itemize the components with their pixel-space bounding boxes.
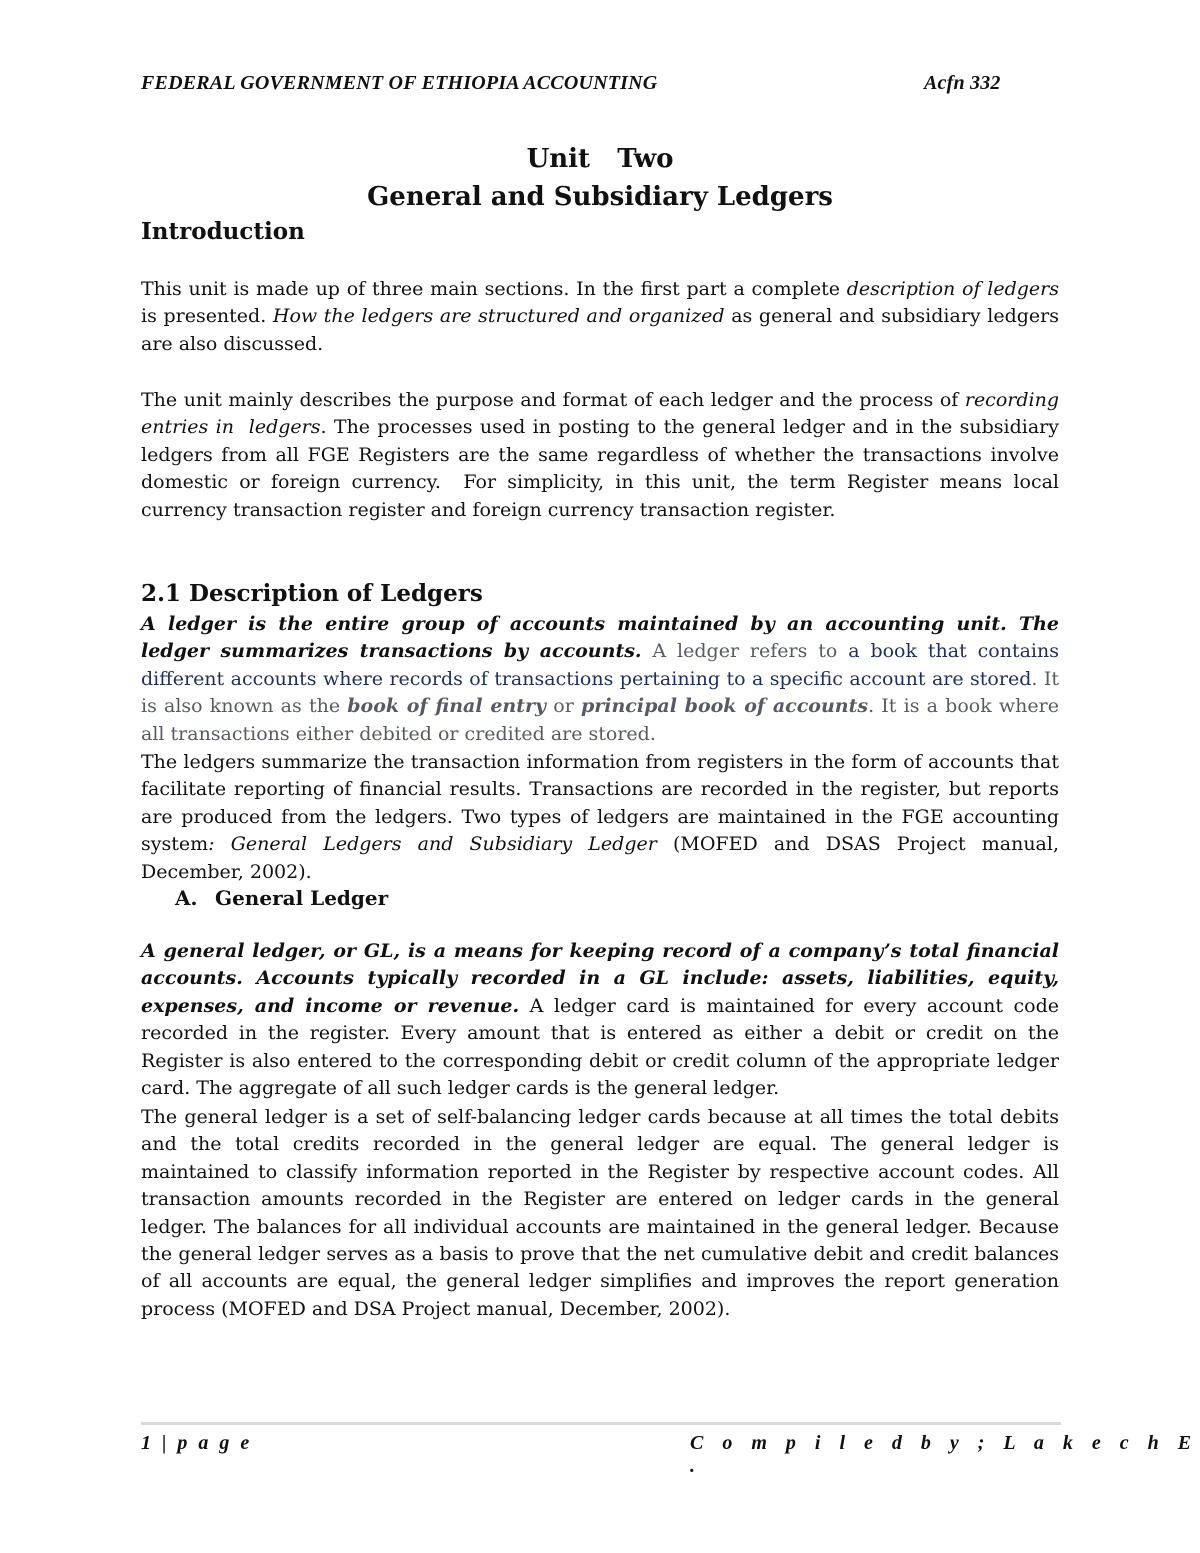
running-header-title: FEDERAL GOVERNMENT OF ETHIOPIA ACCOUNTING	[141, 72, 658, 94]
section-heading-2-1: 2.1 Description of Ledgers	[141, 580, 483, 607]
italic-text-run: : General Ledgers and Subsidiary Ledger	[208, 833, 657, 856]
grey-text-run: or	[546, 695, 581, 718]
ledger-definition-paragraph	[141, 611, 1059, 748]
italic-text-run: recording entries in ledgers	[141, 389, 1066, 439]
page-number: 1 | p a g e	[141, 1432, 253, 1454]
bold-italic-text-run: A general ledger, or GL, is a means for keeping record of a company’s total financial accounts. Accounts typically recorded in a GL include: assets, liabilities, equity, expenses, and income or revenue.	[141, 940, 1059, 1017]
subheading-title: General Ledger	[215, 886, 389, 910]
unit-title: Unit Two	[526, 144, 674, 174]
italic-text-run: How the ledgers are structured and organized	[272, 305, 725, 328]
compiled-by: C o m p i l e d b y ; L a k e c h E .	[690, 1432, 1199, 1477]
subheading-general-ledger	[175, 886, 388, 910]
intro-paragraph-2	[141, 387, 1066, 524]
text-run: . The processes used in posting to the general ledger and in the subsidiary ledgers from all FGE Registers are the same regardless of whether the transactions involve domestic or foreign currency. For simplicity, in this unit, the term Register means local currency transaction register and foreign currency transaction register.	[141, 416, 1066, 521]
text-run: as general and subsidiary ledgers are also discussed.	[141, 305, 1059, 355]
grey-text-run: . It is also known as the	[141, 667, 1059, 718]
bold-italic-text-run: A ledger is the entire group of accounts maintained by an accounting unit. The ledger summarizes transactions by accounts.	[141, 613, 1059, 663]
text-run: is presented.	[141, 305, 273, 328]
unit-subtitle: General and Subsidiary Ledgers	[367, 182, 833, 212]
text-run: This unit is made up of three main sections. In the first part a complete	[141, 278, 847, 300]
grey-bold-italic-text-run: principal book of accounts	[580, 695, 869, 718]
grey-bold-italic-text-run: book of final entry	[347, 695, 547, 718]
grey-text-run: . It is a book where all transactions either debited or credited are stored.	[141, 695, 1059, 745]
introduction-heading: Introduction	[141, 218, 305, 245]
grey-text-run: A ledger refers to	[641, 640, 849, 663]
intro-paragraph-1	[141, 276, 1059, 358]
text-run: The unit mainly describes the purpose and format of each ledger and the process of	[141, 389, 965, 411]
ledger-types-paragraph	[141, 749, 1059, 886]
subheading-label: A.	[175, 886, 198, 910]
italic-text-run: description of ledgers	[846, 278, 1059, 300]
general-ledger-paragraph-1	[141, 938, 1059, 1102]
footer-divider	[141, 1422, 1061, 1425]
text-run: A ledger card is maintained for every account code recorded in the register. Every amount that is entered as either a debit or credit on the Register is also entered to the corresponding debit or credit column of the appropriate ledger card. The aggregate of all such ledger cards is the general ledger.	[141, 994, 1059, 1100]
general-ledger-paragraph-2: The general ledger is a set of self-balancing ledger cards because at all times the total debits and the total credits recorded in the general ledger are equal. The general ledger is maintained to classify information reported in the Register by respective account codes. All transaction amounts recorded in the Register are entered on ledger cards in the general ledger. The balances for all individual accounts are maintained in the general ledger. Because the general ledger serves as a basis to prove that the net cumulative debit and credit balances of all accounts are equal, the general ledger simplifies and improves the report generation process (MOFED and DSA Project manual, December, 2002).	[141, 1106, 1059, 1320]
blue-text-run: a book that contains different accounts where records of transactions pertaining to a specific account are stored	[141, 640, 1059, 690]
text-run: (MOFED and DSAS Project manual, December, 2002).	[141, 833, 1060, 883]
running-header-course-code: Acfn 332	[924, 72, 1001, 94]
text-run: The ledgers summarize the transaction information from registers in the form of accounts that facilitate reporting of financial results. Transactions are recorded in the register, but reports are produced from the ledgers. Two types of ledgers are maintained in the FGE accounting system	[141, 751, 1059, 856]
